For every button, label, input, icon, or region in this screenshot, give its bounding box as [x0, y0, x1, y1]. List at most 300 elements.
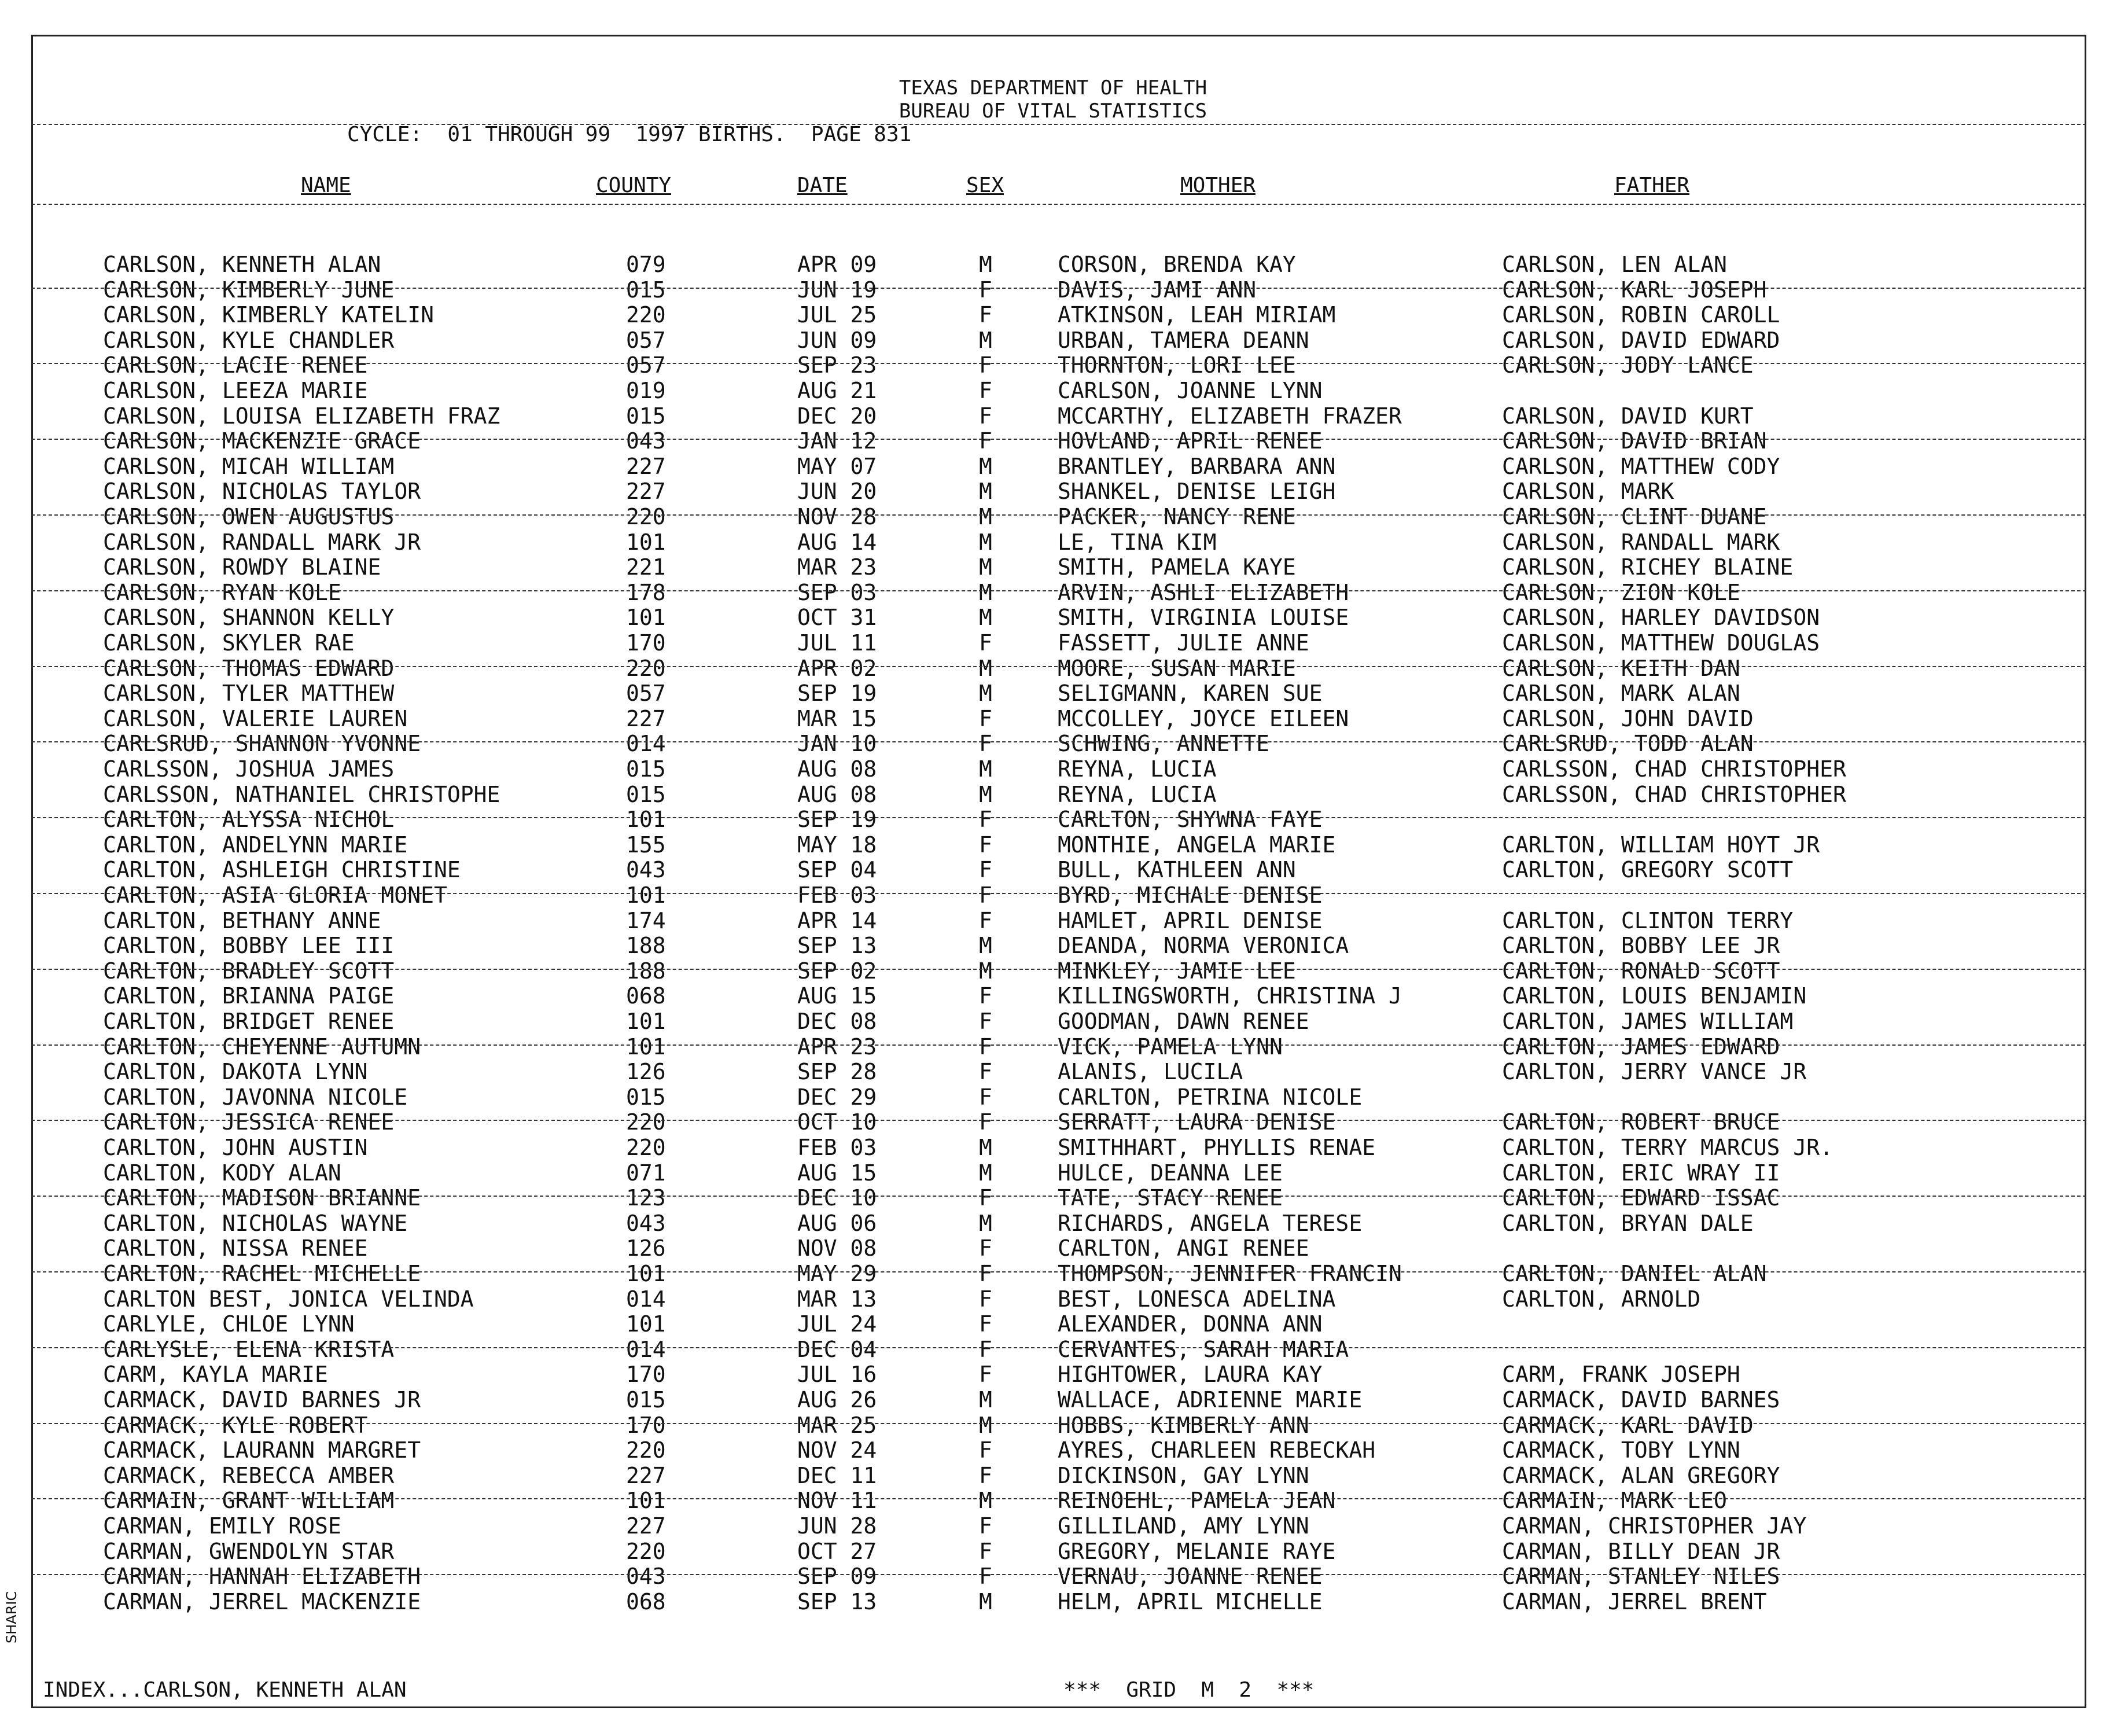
cell-father: CARLSON, ZION KOLE [1502, 579, 1740, 605]
cell-father: CARMACK, TOBY LYNN [1502, 1437, 1740, 1463]
cell-name: CARLTON, ALYSSA NICHOL [103, 807, 395, 833]
cell-sex: M [979, 681, 992, 707]
cell-name: CARLTON, CHEYENNE AUTUMN [103, 1033, 421, 1060]
cell-name: CARLSSON, JOSHUA JAMES [103, 756, 395, 782]
cell-date: JUL 24 [797, 1311, 877, 1337]
cell-sex: F [979, 1235, 992, 1261]
cell-county: 071 [626, 1160, 666, 1186]
cell-county: 155 [626, 832, 666, 858]
cell-date: MAY 18 [797, 832, 877, 858]
cell-mother: SCHWING, ANNETTE [1058, 731, 1270, 757]
cell-name: CARLTON, DAKOTA LYNN [103, 1059, 368, 1085]
cell-sex: F [979, 1185, 992, 1211]
cell-county: 221 [626, 554, 666, 580]
table-row [0, 252, 2106, 278]
cell-date: DEC 08 [797, 1009, 877, 1034]
cell-father: CARLSON, DAVID BRIAN [1502, 428, 1767, 454]
cell-mother: KILLINGSWORTH, CHRISTINA J [1058, 983, 1402, 1009]
cell-date: APR 02 [797, 655, 877, 681]
cell-sex: F [979, 1009, 992, 1034]
cell-sex: M [979, 1210, 992, 1236]
cell-county: 014 [626, 1336, 666, 1362]
cell-name: CARLSON, MACKENZIE GRACE [103, 428, 421, 454]
cell-county: 068 [626, 983, 666, 1009]
cell-date: MAY 07 [797, 453, 877, 479]
cell-date: JUL 25 [797, 302, 877, 328]
header-cycle: CYCLE: 01 THROUGH 99 1997 BIRTHS. PAGE 831 [347, 123, 912, 146]
cell-sex: F [979, 1513, 992, 1539]
table-row [0, 1388, 2106, 1413]
cell-name: CARLTON, ASHLEIGH CHRISTINE [103, 857, 461, 883]
cell-mother: MCCOLLEY, JOYCE EILEEN [1058, 705, 1349, 731]
cell-date: AUG 15 [797, 983, 877, 1009]
cell-name: CARLTON, JOHN AUSTIN [103, 1135, 368, 1160]
cell-county: 068 [626, 1588, 666, 1614]
cell-county: 079 [626, 252, 666, 277]
cell-father: CARLTON, DANIEL ALAN [1502, 1261, 1767, 1286]
cell-name: CARLSRUD, SHANNON YVONNE [103, 731, 421, 757]
column-separator [31, 204, 2086, 205]
cell-county: 015 [626, 1387, 666, 1413]
cell-mother: HOBBS, KIMBERLY ANN [1058, 1412, 1309, 1438]
cell-county: 101 [626, 529, 666, 555]
header-bureau: BUREAU OF VITAL STATISTICS [899, 100, 1207, 123]
table-row [0, 1211, 2106, 1237]
cell-mother: CARLTON, ANGI RENEE [1058, 1235, 1309, 1261]
cell-county: 101 [626, 1009, 666, 1034]
side-stamp: SHARIC [3, 1591, 20, 1643]
cell-date: SEP 19 [797, 807, 877, 833]
table-row [0, 580, 2106, 606]
cell-father: CARLSON, CLINT DUANE [1502, 504, 1767, 529]
cell-mother: SELIGMANN, KAREN SUE [1058, 681, 1323, 707]
cell-sex: F [979, 1437, 992, 1463]
cell-mother: SMITH, PAMELA KAYE [1058, 554, 1296, 580]
col-date: DATE [797, 174, 848, 197]
cell-sex: F [979, 832, 992, 858]
cell-county: 170 [626, 1362, 666, 1388]
cell-father: CARLSON, MARK [1502, 479, 1674, 505]
cell-mother: GILLILAND, AMY LYNN [1058, 1513, 1309, 1539]
cell-date: DEC 04 [797, 1336, 877, 1362]
cell-name: CARLTON, MADISON BRIANNE [103, 1185, 421, 1211]
cell-name: CARMACK, LAURANN MARGRET [103, 1437, 421, 1463]
cell-name: CARLSON, MICAH WILLIAM [103, 453, 395, 479]
cell-date: AUG 08 [797, 756, 877, 782]
cell-sex: M [979, 605, 992, 631]
cell-name: CARLSON, OWEN AUGUSTUS [103, 504, 395, 529]
cell-father: CARMAN, STANLEY NILES [1502, 1564, 1780, 1590]
table-row [0, 555, 2106, 580]
cell-date: MAR 13 [797, 1286, 877, 1312]
table-row [0, 530, 2106, 556]
cell-sex: F [979, 1462, 992, 1488]
cell-name: CARLTON, BRADLEY SCOTT [103, 958, 395, 984]
table-row [0, 1312, 2106, 1337]
cell-name: CARLSON, KIMBERLY JUNE [103, 277, 395, 303]
cell-date: JUL 16 [797, 1362, 877, 1388]
cell-mother: ALANIS, LUCILA [1058, 1059, 1243, 1085]
cell-name: CARLTON, JESSICA RENEE [103, 1109, 395, 1135]
cell-mother: FASSETT, JULIE ANNE [1058, 630, 1309, 656]
cell-sex: F [979, 403, 992, 429]
cell-sex: F [979, 1564, 992, 1590]
cell-father: CARLSON, LEN ALAN [1502, 252, 1727, 277]
table-row [0, 631, 2106, 656]
table-row [0, 303, 2106, 328]
cell-date: NOV 28 [797, 504, 877, 529]
cell-mother: CARLSON, JOANNE LYNN [1058, 378, 1323, 403]
cell-date: SEP 28 [797, 1059, 877, 1085]
cell-date: JUL 11 [797, 630, 877, 656]
cell-mother: ARVIN, ASHLI ELIZABETH [1058, 579, 1349, 605]
cell-date: APR 09 [797, 252, 877, 277]
cell-name: CARLSON, LACIE RENEE [103, 352, 368, 378]
cell-name: CARMACK, KYLE ROBERT [103, 1412, 368, 1438]
cell-father: CARMAN, JERREL BRENT [1502, 1588, 1767, 1614]
col-name: NAME [301, 174, 351, 197]
cell-mother: HAMLET, APRIL DENISE [1058, 907, 1323, 933]
cell-sex: F [979, 1084, 992, 1110]
table-row [0, 605, 2106, 631]
cell-father: CARLSON, HARLEY DAVIDSON [1502, 605, 1820, 631]
cell-name: CARLSON, LOUISA ELIZABETH FRAZ [103, 403, 500, 429]
table-row [0, 1438, 2106, 1463]
cell-date: APR 23 [797, 1033, 877, 1060]
cell-county: 123 [626, 1185, 666, 1211]
cell-name: CARLTON, ASIA GLORIA MONET [103, 882, 447, 908]
table-row [0, 1564, 2106, 1590]
cell-county: 019 [626, 378, 666, 403]
cell-sex: F [979, 302, 992, 328]
cell-county: 043 [626, 428, 666, 454]
cell-father: CARLTON, ROBERT BRUCE [1502, 1109, 1780, 1135]
cell-father: CARLTON, WILLIAM HOYT JR [1502, 832, 1820, 858]
cell-name: CARLSON, TYLER MATTHEW [103, 681, 395, 707]
cell-county: 043 [626, 857, 666, 883]
table-row [0, 1261, 2106, 1287]
cell-date: DEC 29 [797, 1084, 877, 1110]
cell-sex: F [979, 1286, 992, 1312]
cell-county: 043 [626, 1564, 666, 1590]
cell-date: AUG 14 [797, 529, 877, 555]
cell-sex: F [979, 1311, 992, 1337]
cell-sex: M [979, 1488, 992, 1514]
table-row [0, 883, 2106, 909]
cell-name: CARLSON, KIMBERLY KATELIN [103, 302, 434, 328]
cell-name: CARLSON, VALERIE LAUREN [103, 705, 408, 731]
cell-father: CARLTON, BOBBY LEE JR [1502, 933, 1780, 959]
cell-county: 170 [626, 1412, 666, 1438]
cell-sex: M [979, 1135, 992, 1160]
cell-mother: AYRES, CHARLEEN REBECKAH [1058, 1437, 1376, 1463]
cell-sex: F [979, 378, 992, 403]
cell-father: CARLSON, ROBIN CAROLL [1502, 302, 1780, 328]
cell-date: SEP 04 [797, 857, 877, 883]
cell-date: OCT 10 [797, 1109, 877, 1135]
cell-name: CARLYSLE, ELENA KRISTA [103, 1336, 395, 1362]
cell-name: CARLYLE, CHLOE LYNN [103, 1311, 355, 1337]
cell-father: CARLTON, GREGORY SCOTT [1502, 857, 1794, 883]
cell-name: CARLTON, ANDELYNN MARIE [103, 832, 408, 858]
cell-sex: M [979, 781, 992, 807]
table-row [0, 328, 2106, 354]
cell-date: MAR 15 [797, 705, 877, 731]
cell-name: CARMACK, REBECCA AMBER [103, 1462, 395, 1488]
cell-county: 188 [626, 933, 666, 959]
cell-county: 227 [626, 479, 666, 505]
cell-date: AUG 08 [797, 781, 877, 807]
cell-county: 015 [626, 756, 666, 782]
cell-mother: HOVLAND, APRIL RENEE [1058, 428, 1323, 454]
cell-county: 220 [626, 1437, 666, 1463]
cell-name: CARLTON, KODY ALAN [103, 1160, 341, 1186]
cell-name: CARLSON, RYAN KOLE [103, 579, 341, 605]
cell-date: AUG 06 [797, 1210, 877, 1236]
cell-county: 227 [626, 1462, 666, 1488]
table-row [0, 1539, 2106, 1565]
cell-sex: M [979, 529, 992, 555]
cell-mother: MCCARTHY, ELIZABETH FRAZER [1058, 403, 1402, 429]
cell-mother: LE, TINA KIM [1058, 529, 1217, 555]
table-row [0, 1110, 2106, 1135]
cell-name: CARMAN, EMILY ROSE [103, 1513, 341, 1539]
cell-date: AUG 21 [797, 378, 877, 403]
cell-father: CARLSON, JODY LANCE [1502, 352, 1754, 378]
table-row [0, 833, 2106, 858]
col-sex: SEX [966, 174, 1004, 197]
col-county: COUNTY [596, 174, 672, 197]
cell-name: CARLSON, ROWDY BLAINE [103, 554, 381, 580]
cell-name: CARLSON, LEEZA MARIE [103, 378, 368, 403]
table-row [0, 429, 2106, 454]
cell-county: 057 [626, 327, 666, 353]
cell-county: 057 [626, 352, 666, 378]
table-row [0, 404, 2106, 429]
cell-county: 170 [626, 630, 666, 656]
cell-sex: M [979, 1160, 992, 1186]
table-row [0, 1463, 2106, 1489]
table-row [0, 959, 2106, 984]
cell-mother: SMITH, VIRGINIA LOUISE [1058, 605, 1349, 631]
cell-father: CARLSON, KEITH DAN [1502, 655, 1740, 681]
cell-sex: F [979, 630, 992, 656]
cell-father: CARLTON, BRYAN DALE [1502, 1210, 1754, 1236]
cell-father: CARLTON, JAMES EDWARD [1502, 1033, 1780, 1060]
table-row [0, 1060, 2106, 1085]
cell-father: CARMACK, DAVID BARNES [1502, 1387, 1780, 1413]
cell-county: 174 [626, 907, 666, 933]
cell-mother: HIGHTOWER, LAURA KAY [1058, 1362, 1323, 1388]
cell-date: SEP 19 [797, 681, 877, 707]
cell-sex: F [979, 352, 992, 378]
cell-name: CARM, KAYLA MARIE [103, 1362, 328, 1388]
cell-father: CARMAN, BILLY DEAN JR [1502, 1538, 1780, 1564]
cell-date: JUN 20 [797, 479, 877, 505]
cell-mother: GREGORY, MELANIE RAYE [1058, 1538, 1336, 1564]
table-row [0, 782, 2106, 808]
table-row [0, 656, 2106, 682]
cell-father: CARLSON, RANDALL MARK [1502, 529, 1780, 555]
cell-county: 101 [626, 1488, 666, 1514]
cell-father: CARLSON, RICHEY BLAINE [1502, 554, 1794, 580]
cell-sex: F [979, 1336, 992, 1362]
cell-name: CARLTON, BRIANNA PAIGE [103, 983, 395, 1009]
cell-date: DEC 10 [797, 1185, 877, 1211]
cell-mother: THORNTON, LORI LEE [1058, 352, 1296, 378]
table-row [0, 807, 2106, 833]
cell-date: SEP 02 [797, 958, 877, 984]
cell-name: CARLTON, BRIDGET RENEE [103, 1009, 395, 1034]
cell-date: JUN 19 [797, 277, 877, 303]
cell-county: 101 [626, 1033, 666, 1060]
cell-date: APR 14 [797, 907, 877, 933]
cell-mother: CARLTON, SHYWNA FAYE [1058, 807, 1323, 833]
cell-father: CARLTON, ERIC WRAY II [1502, 1160, 1780, 1186]
footer-grid: *** GRID M 2 *** [1063, 1678, 1315, 1702]
cell-sex: F [979, 1033, 992, 1060]
cell-sex: M [979, 1412, 992, 1438]
table-row [0, 479, 2106, 505]
cell-date: NOV 11 [797, 1488, 877, 1514]
cell-father: CARLSSON, CHAD CHRISTOPHER [1502, 756, 1846, 782]
cell-county: 043 [626, 1210, 666, 1236]
cell-father: CARLTON, RONALD SCOTT [1502, 958, 1780, 984]
cell-county: 101 [626, 1261, 666, 1286]
cell-county: 227 [626, 705, 666, 731]
cell-father: CARLSON, MATTHEW CODY [1502, 453, 1780, 479]
cell-father: CARLTON, CLINTON TERRY [1502, 907, 1794, 933]
cell-mother: BULL, KATHLEEN ANN [1058, 857, 1296, 883]
cell-date: SEP 09 [797, 1564, 877, 1590]
table-row [0, 757, 2106, 782]
cell-mother: RICHARDS, ANGELA TERESE [1058, 1210, 1363, 1236]
cell-county: 101 [626, 882, 666, 908]
cell-name: CARLSON, RANDALL MARK JR [103, 529, 421, 555]
cell-father: CARMACK, KARL DAVID [1502, 1412, 1754, 1438]
cell-date: JAN 12 [797, 428, 877, 454]
cell-date: SEP 03 [797, 579, 877, 605]
table-row [0, 1236, 2106, 1261]
cell-name: CARLSON, KYLE CHANDLER [103, 327, 395, 353]
cell-mother: MINKLEY, JAMIE LEE [1058, 958, 1296, 984]
cell-date: MAR 25 [797, 1412, 877, 1438]
cell-father: CARMAIN, MARK LEO [1502, 1488, 1727, 1514]
cell-sex: F [979, 1109, 992, 1135]
cell-county: 126 [626, 1235, 666, 1261]
cell-county: 126 [626, 1059, 666, 1085]
cell-county: 101 [626, 1311, 666, 1337]
cell-date: MAR 23 [797, 554, 877, 580]
cell-date: FEB 03 [797, 1135, 877, 1160]
cell-father: CARMAN, CHRISTOPHER JAY [1502, 1513, 1807, 1539]
cell-date: NOV 24 [797, 1437, 877, 1463]
cell-father: CARLSON, MARK ALAN [1502, 681, 1740, 707]
header-agency: TEXAS DEPARTMENT OF HEALTH [899, 76, 1207, 100]
cell-county: 015 [626, 1084, 666, 1110]
cell-county: 015 [626, 781, 666, 807]
cell-date: DEC 20 [797, 403, 877, 429]
cell-mother: REYNA, LUCIA [1058, 756, 1217, 782]
cell-date: AUG 26 [797, 1387, 877, 1413]
table-row [0, 353, 2106, 378]
cell-name: CARLTON, RACHEL MICHELLE [103, 1261, 421, 1286]
cell-name: CARMAIN, GRANT WILLIAM [103, 1488, 395, 1514]
header-separator [31, 124, 2086, 125]
cell-mother: VICK, PAMELA LYNN [1058, 1033, 1283, 1060]
cell-county: 015 [626, 403, 666, 429]
cell-county: 220 [626, 302, 666, 328]
cell-father: CARLSON, KARL JOSEPH [1502, 277, 1767, 303]
cell-sex: M [979, 655, 992, 681]
cell-mother: SHANKEL, DENISE LEIGH [1058, 479, 1336, 505]
col-father: FATHER [1614, 174, 1690, 197]
cell-father: CARLTON, JAMES WILLIAM [1502, 1009, 1794, 1034]
table-row [0, 1135, 2106, 1161]
cell-county: 220 [626, 1538, 666, 1564]
table-row [0, 378, 2106, 404]
cell-date: SEP 13 [797, 1588, 877, 1614]
table-row [0, 454, 2106, 480]
cell-county: 227 [626, 453, 666, 479]
cell-sex: M [979, 327, 992, 353]
table-row [0, 1035, 2106, 1060]
table-row [0, 933, 2106, 959]
cell-mother: CARLTON, PETRINA NICOLE [1058, 1084, 1363, 1110]
table-row [0, 1009, 2106, 1035]
cell-date: FEB 03 [797, 882, 877, 908]
cell-father: CARLTON, LOUIS BENJAMIN [1502, 983, 1807, 1009]
cell-mother: MONTHIE, ANGELA MARIE [1058, 832, 1336, 858]
cell-name: CARLTON, NISSA RENEE [103, 1235, 368, 1261]
cell-mother: TATE, STACY RENEE [1058, 1185, 1283, 1211]
cell-sex: F [979, 277, 992, 303]
cell-mother: HELM, APRIL MICHELLE [1058, 1588, 1323, 1614]
cell-sex: F [979, 705, 992, 731]
cell-date: JUN 09 [797, 327, 877, 353]
cell-date: DEC 11 [797, 1462, 877, 1488]
cell-county: 220 [626, 504, 666, 529]
cell-sex: F [979, 983, 992, 1009]
table-row [0, 984, 2106, 1009]
cell-sex: M [979, 933, 992, 959]
cell-date: MAY 29 [797, 1261, 877, 1286]
cell-sex: F [979, 882, 992, 908]
table-row [0, 1186, 2106, 1211]
cell-sex: F [979, 807, 992, 833]
cell-father: CARLSON, DAVID KURT [1502, 403, 1754, 429]
cell-county: 101 [626, 605, 666, 631]
cell-sex: M [979, 479, 992, 505]
cell-name: CARLSON, SKYLER RAE [103, 630, 355, 656]
table-row [0, 858, 2106, 883]
cell-mother: CERVANTES, SARAH MARIA [1058, 1336, 1349, 1362]
table-row [0, 707, 2106, 732]
cell-sex: M [979, 756, 992, 782]
cell-father: CARLTON, JERRY VANCE JR [1502, 1059, 1807, 1085]
cell-name: CARMAN, GWENDOLYN STAR [103, 1538, 395, 1564]
cell-sex: M [979, 1387, 992, 1413]
cell-mother: ATKINSON, LEAH MIRIAM [1058, 302, 1336, 328]
cell-name: CARLTON, NICHOLAS WAYNE [103, 1210, 408, 1236]
cell-mother: MOORE, SUSAN MARIE [1058, 655, 1296, 681]
cell-sex: M [979, 252, 992, 277]
cell-sex: F [979, 1059, 992, 1085]
cell-sex: M [979, 554, 992, 580]
cell-sex: F [979, 731, 992, 757]
cell-mother: SERRATT, LAURA DENISE [1058, 1109, 1336, 1135]
table-row [0, 1287, 2106, 1312]
